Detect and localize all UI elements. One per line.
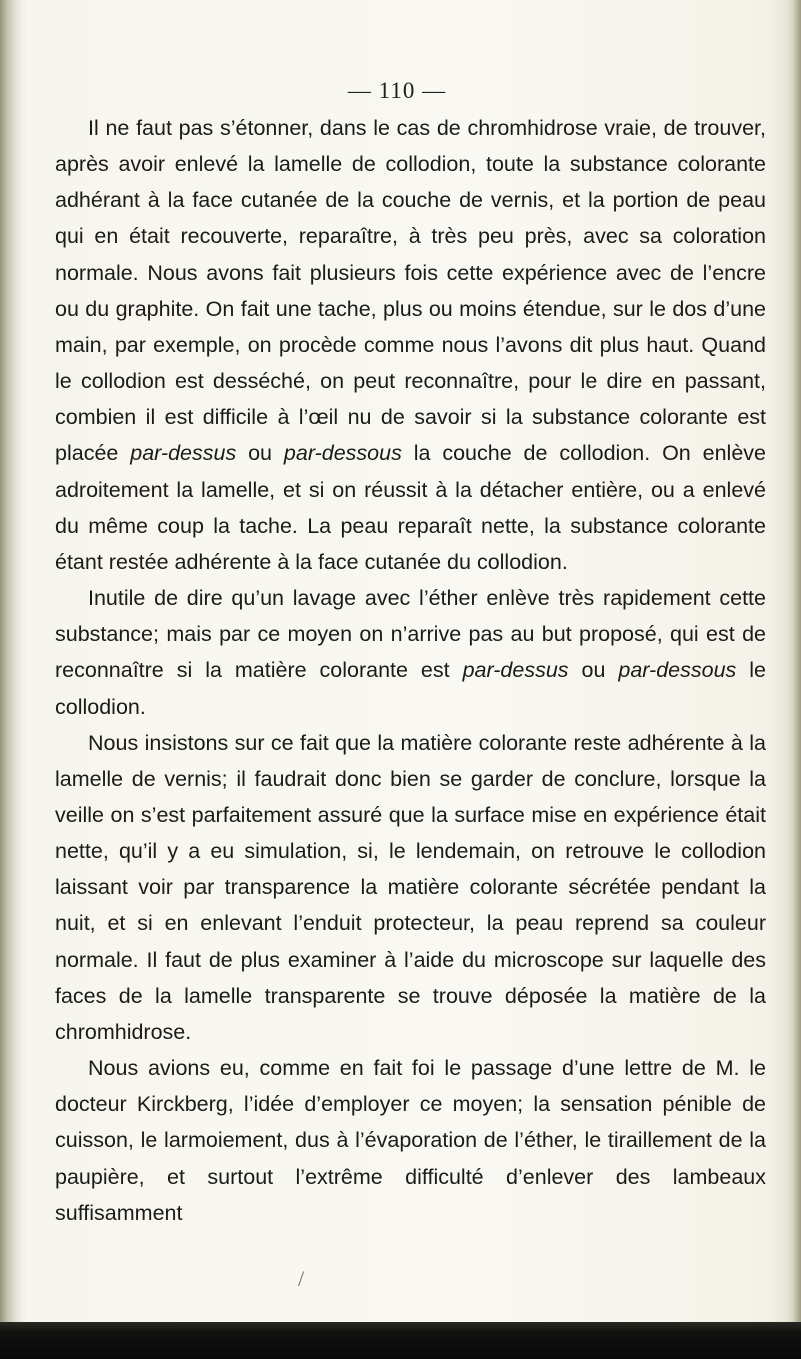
stray-ink-mark: / [298,1266,305,1291]
paragraph-4 [55,1050,766,1231]
page-number: — 110 — [347,78,447,103]
bottom-binding-edge [0,1322,801,1359]
text-segment: Nous insistons sur ce fait que la matière colorante reste adhérente à la lamelle de vernis; il faudrait donc bien se garder de conclure, lorsque la veille on s’est parfaitement assuré que la surface mise en expérience était nette, qu’il y a eu simulation, si, le lendemain, on retrouve le collodion laissant voir par transparence la matière colorante sécrétée pendant la nuit, et si en enlevant l’enduit protecteur, la peau reprend sa couleur normale. Il faut de plus examiner à l’aide du microscope sur laquelle des faces de la lamelle transparente se trouve déposée la matière de la chromhidrose. [55,730,766,1044]
text-segment: Inutile de dire qu’un lavage avec l’éther enlève très rapidement cette substance; mais par ce moyen on n’arrive pas au but proposé, qui est de reconnaître si la matière colorante est [55,586,766,683]
text-segment: ou [568,658,619,683]
body-text [55,110,766,1231]
italic-term: par-dessous [618,658,737,683]
text-segment: Nous avions eu, comme en fait foi le passage d’une lettre de M. le docteur Kirckberg, l’idée d’employer ce moyen; la sensation pénible de cuisson, le larmoiement, dus à l’évaporation de l’éther, le tiraillement de la paupière, et surtout l’extrême difficulté d’enlever des lambeaux suffisamment [55,1056,766,1225]
text-segment: le collodion. [55,658,766,719]
paragraph-2 [55,580,766,725]
text-segment: la couche de collodion. On enlève adroitement la lamelle, et si on réussit à la détacher entière, ou a enlevé du même coup la tache. La peau reparaît nette, la substance colorante étant restée adhérente à la face cutanée du collodion. [55,441,766,574]
italic-term: par-dessus [462,658,569,683]
left-gutter-shadow [0,0,28,1359]
italic-term: par-dessous [283,441,402,466]
text-segment: Il ne faut pas s’étonner, dans le cas de chromhidrose vraie, de trouver, après avoir enlevé la lamelle de collodion, toute la substance colorante adhérant à la face cutanée de la couche de vernis, et la portion de peau qui en était recouverte, reparaître, à très peu près, avec sa coloration normale. Nous avons fait plusieurs fois cette expérience avec de l’encre ou du graphite. On fait une tache, plus ou moins étendue, sur le dos d’une main, par exemple, on procède comme nous l’avons dit plus haut. Quand le collodion est desséché, on peut reconnaître, pour le dire en passant, combien il est difficile à l’œil nu de savoir si la substance colorante est placée [55,116,766,466]
paragraph-3 [55,725,766,1050]
text-segment: ou [236,441,284,466]
italic-term: par-dessus [130,441,237,466]
right-edge-shadow [787,0,801,1359]
paragraph-1 [55,110,766,580]
